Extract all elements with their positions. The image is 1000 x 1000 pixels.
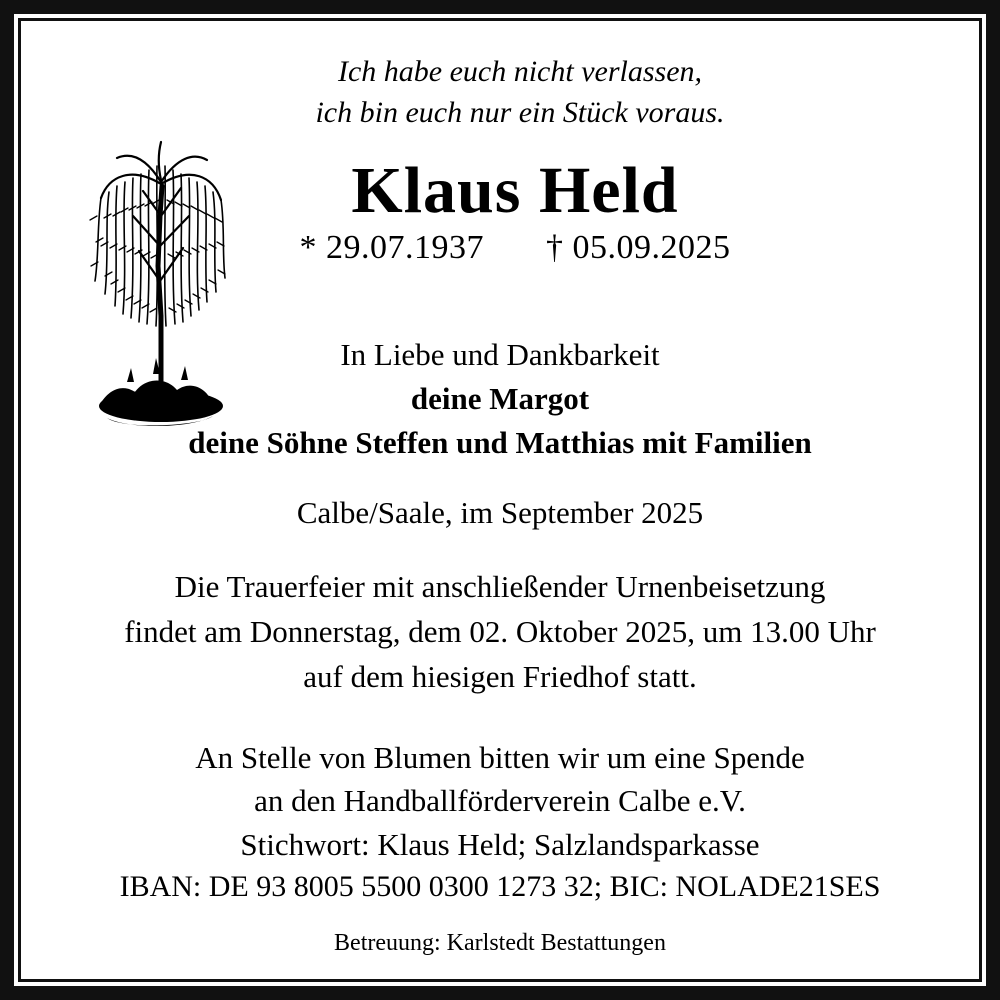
weeping-willow-tree-icon bbox=[61, 66, 261, 436]
deceased-name: Klaus Held bbox=[351, 153, 679, 227]
dedication-line-1: In Liebe und Dankbarkeit bbox=[340, 337, 660, 373]
ceremony-details bbox=[51, 565, 949, 700]
dedication-line-2: deine Margot bbox=[410, 381, 590, 417]
undertaker-credit: Betreuung: Karlstedt Bestattungen bbox=[334, 930, 666, 957]
place-and-date: Calbe/Saale, im September 2025 bbox=[296, 495, 704, 531]
donation-line-3: Stichwort: Klaus Held; Salzlandsparkasse bbox=[240, 826, 760, 862]
ceremony-line-1: Die Trauerfeier mit anschließender Urnenbeisetzung bbox=[174, 569, 826, 605]
birth-date: * 29.07.1937 bbox=[299, 229, 484, 267]
donation-line-1: An Stelle von Blumen bitten wir um eine Spende bbox=[195, 739, 805, 775]
ceremony-line-2: findet am Donnerstag, dem 02. Oktober 2025, um 13.00 Uhr bbox=[124, 614, 876, 650]
ceremony-line-3: auf dem hiesigen Friedhof statt. bbox=[303, 659, 697, 694]
donation-line-2: an den Handballförderverein Calbe e.V. bbox=[254, 783, 746, 819]
dedication-line-3: deine Söhne Steffen und Matthias mit Familien bbox=[188, 425, 812, 461]
inner-frame bbox=[18, 18, 982, 982]
death-date: † 05.09.2025 bbox=[546, 229, 731, 267]
donation-request bbox=[51, 736, 949, 908]
verse-line-1: Ich habe euch nicht verlassen, bbox=[337, 55, 703, 88]
verse-line-2: ich bin euch nur ein Stück voraus. bbox=[315, 96, 725, 130]
donation-bank-details: IBAN: DE 93 8005 5500 0300 1273 32; BIC: NOLADE21SES bbox=[119, 870, 881, 904]
